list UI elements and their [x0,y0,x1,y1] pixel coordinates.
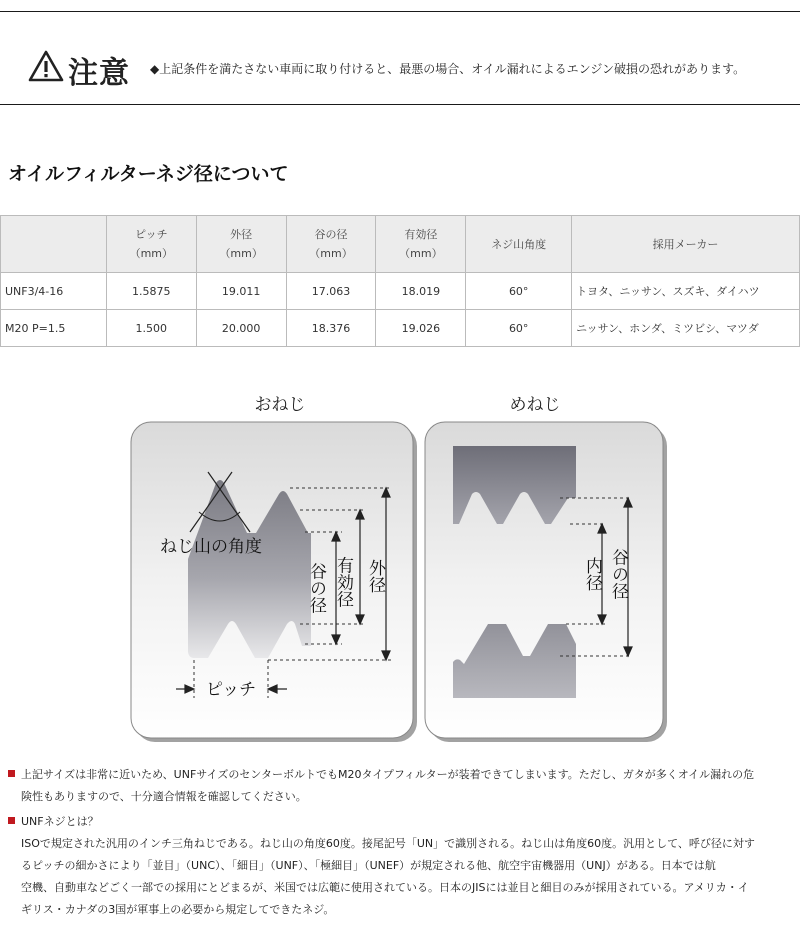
section-title: オイルフィルターネジ径について [8,163,289,185]
cell-effective-diameter: 19.026 [376,310,466,347]
table-row [1,310,800,347]
cell-thread-angle: 60° [466,310,572,347]
caution-banner [0,11,800,104]
cell-root-diameter: 18.376 [286,310,376,347]
pitch-label: ピッチ [205,680,257,700]
effective-diameter-label: 有効径 [333,556,353,608]
inner-diameter-label: 内径 [582,557,602,591]
female-thread-title: めねじ [509,395,561,415]
female-thread-panel [425,422,667,742]
note-compatibility [8,764,754,808]
note2-line: ISOで規定された汎用のインチ三角ねじである。ねじ山の角度60度。接尾記号「UN」で識別される。ねじ山は角度60度。汎用として、呼び径に対す [21,837,755,850]
header-thread-angle: ネジ山角度 [466,216,572,273]
header-pitch: ピッチ （mm） [106,216,196,273]
cell-thread-name: UNF3/4-16 [1,273,107,310]
note2-line: 空機、自動車などごく一部での採用にとどまるが、米国では広範に使用されている。日本のJISには並目と細目のみが採用されている。アメリカ・イ [21,881,749,894]
cell-thread-name: M20 P=1.5 [1,310,107,347]
table-row [1,273,800,310]
note2-title: UNFネジとは？ [21,815,99,828]
header-root-diameter: 谷の径 （mm） [286,216,376,273]
cell-root-diameter: 17.063 [286,273,376,310]
cell-outer-diameter: 20.000 [196,310,286,347]
caution-title-text: 注意 [68,56,130,91]
thread-spec-table [0,215,800,347]
outer-diameter-label: 外径 [365,559,385,593]
note2-line: るピッチの細かさにより「並目」（UNC）、「細目」（UNF）、「極細目」（UNEF）が規定される他、航空宇宙機器用（UNJ）がある。日本では航 [21,859,716,872]
note1-line1: 上記サイズは非常に近いため、UNFサイズのセンターボルトでもM20タイプフィルターが装着できてしまいます。ただし、ガタが多くオイル漏れの危 [21,768,755,781]
cell-maker: ニッサン、ホンダ、ミツビシ、マツダ [572,310,800,347]
note-unf [8,811,755,921]
cell-thread-angle: 60° [466,273,572,310]
cell-maker: トヨタ、ニッサン、スズキ、ダイハツ [572,273,800,310]
root-diameter-label: 谷の径 [306,562,326,614]
angle-label: ねじ山の角度 [160,537,262,557]
header-maker: 採用メーカー [572,216,800,273]
male-thread-panel [131,422,417,742]
cell-effective-diameter: 18.019 [376,273,466,310]
warning-icon [28,50,64,82]
thread-diagram [0,380,800,755]
bottom-rule [0,104,800,105]
cell-pitch: 1.500 [106,310,196,347]
header-name [1,216,107,273]
caution-message: ◆上記条件を満たさない車両に取り付けると、最悪の場合、オイル漏れによるエンジン破損の恐れがあります。 [150,62,746,76]
note1-line2: 険性もありますので、十分適合情報を確認してください。 [21,790,307,803]
note2-line: ギリス・カナダの3国が軍事上の必要から規定してできたネジ。 [21,903,335,916]
male-thread-title: おねじ [254,395,306,415]
table-header-row [1,216,800,273]
bullet-icon [8,817,15,824]
cell-outer-diameter: 19.011 [196,273,286,310]
header-effective-diameter: 有効径 （mm） [376,216,466,273]
cell-pitch: 1.5875 [106,273,196,310]
header-outer-diameter: 外径 （mm） [196,216,286,273]
bullet-icon [8,770,15,777]
female-root-diameter-label: 谷の径 [608,548,628,600]
